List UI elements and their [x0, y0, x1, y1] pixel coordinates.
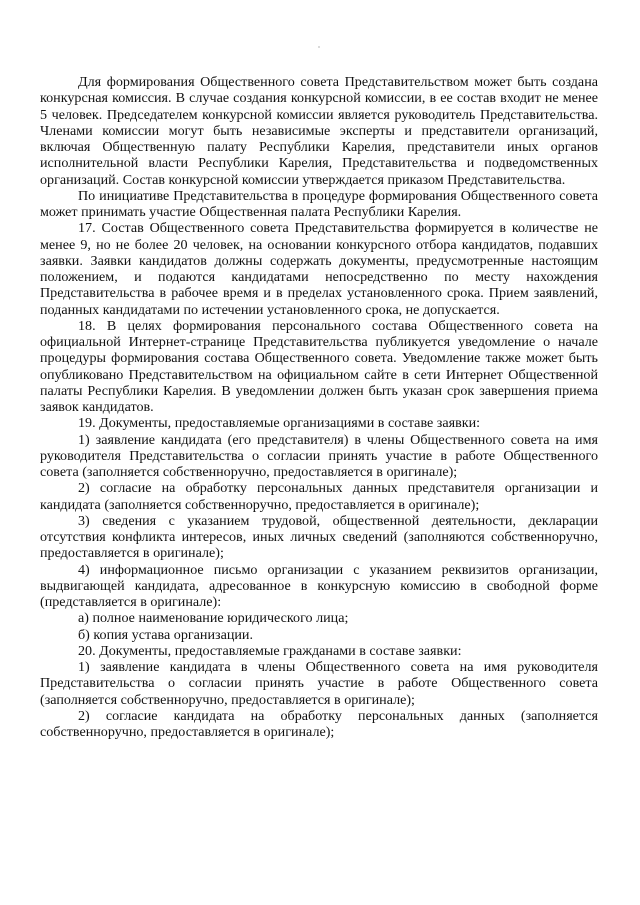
- paragraph-19: 19. Документы, предоставляемые организациями в составе заявки:: [78, 415, 481, 432]
- paragraph-commission: Для формирования Общественного совета Представительством может быть создана конкурсная комиссия. В случае создания конкурсной комиссии, в ее состав входит не менее 5 человек. Председателем конкурсной комиссии является руководитель Представительства. Членами комиссии могут быть независимые эксперты и представители организаций, включая Общественную палату Республики Карелия, представители иных органов исполнительной власти Республики Карелия, Представительства и подведомственных организаций. Состав конкурсной комиссии утверждается приказом Представительства.: [40, 74, 598, 188]
- paragraph-19-item-3: 3) сведения с указанием трудовой, общественной деятельности, декларации отсутствия конфликта интересов, иных личных сведений (заполняются собственноручно, предоставляется в оригинале);: [40, 512, 598, 562]
- paragraph-initiative: По инициативе Представительства в процедуре формирования Общественного совета может принимать участие Общественная палата Республики Карелия.: [40, 187, 598, 220]
- paragraph-19-item-1: 1) заявление кандидата (его представителя) в члены Общественного совета на имя руководителя Представительства о согласии принять участие в работе Общественного совета (заполняется собственноручно, предоставляется в оригинале);: [40, 431, 598, 480]
- paragraph-20-item-1: 1) заявление кандидата в члены Общественного совета на имя руководителя Представительства о согласии принять участие в работе Общественного совета (заполняется собственноручно, предоставляется в оригинале);: [40, 659, 598, 708]
- paragraph-19-item-4b: б) копия устава организации.: [78, 626, 253, 643]
- paragraph-20: 20. Документы, предоставляемые гражданами в составе заявки:: [78, 642, 462, 659]
- paragraph-18: 18. В целях формирования персонального состава Общественного совета на официальной Интернет-странице Представительства публикуется уведомление о начале процедуры формирования состава Общественного совета. Уведомление также может быть опубликовано Представительством на официальном сайте в сети Интернет Общественной палаты Республики Карелия. В уведомлении должен быть указан срок завершения приема заявок кандидатов.: [40, 317, 598, 415]
- scan-artifact: [318, 46, 320, 48]
- document-body: [40, 74, 598, 740]
- paragraph-19-item-4a: а) полное наименование юридического лица;: [78, 610, 349, 627]
- paragraph-17: 17. Состав Общественного совета Представительства формируется в количестве не менее 9, но не более 20 человек, на основании конкурсного отбора кандидатов, подавших заявки. Заявки кандидатов должны содержать документы, предусмотренные настоящим положением, и подаются кандидатами непосредственно по месту нахождения Представительства в рабочее время и в пределах установленного срока. Прием заявлений, поданных кандидатами по истечении установленного срока, не допускается.: [40, 220, 598, 318]
- paragraph-19-item-4: 4) информационное письмо организации с указанием реквизитов организации, выдвигающей кандидата, адресованное в конкурсную комиссию в свободной форме (представляется в оригинале):: [40, 561, 598, 610]
- paragraph-19-item-2: 2) согласие на обработку персональных данных представителя организации и кандидата (заполняется собственноручно, предоставляется в оригинале);: [40, 480, 598, 513]
- paragraph-20-item-2: 2) согласие кандидата на обработку персональных данных (заполняется собственноручно, предоставляется в оригинале);: [40, 707, 598, 740]
